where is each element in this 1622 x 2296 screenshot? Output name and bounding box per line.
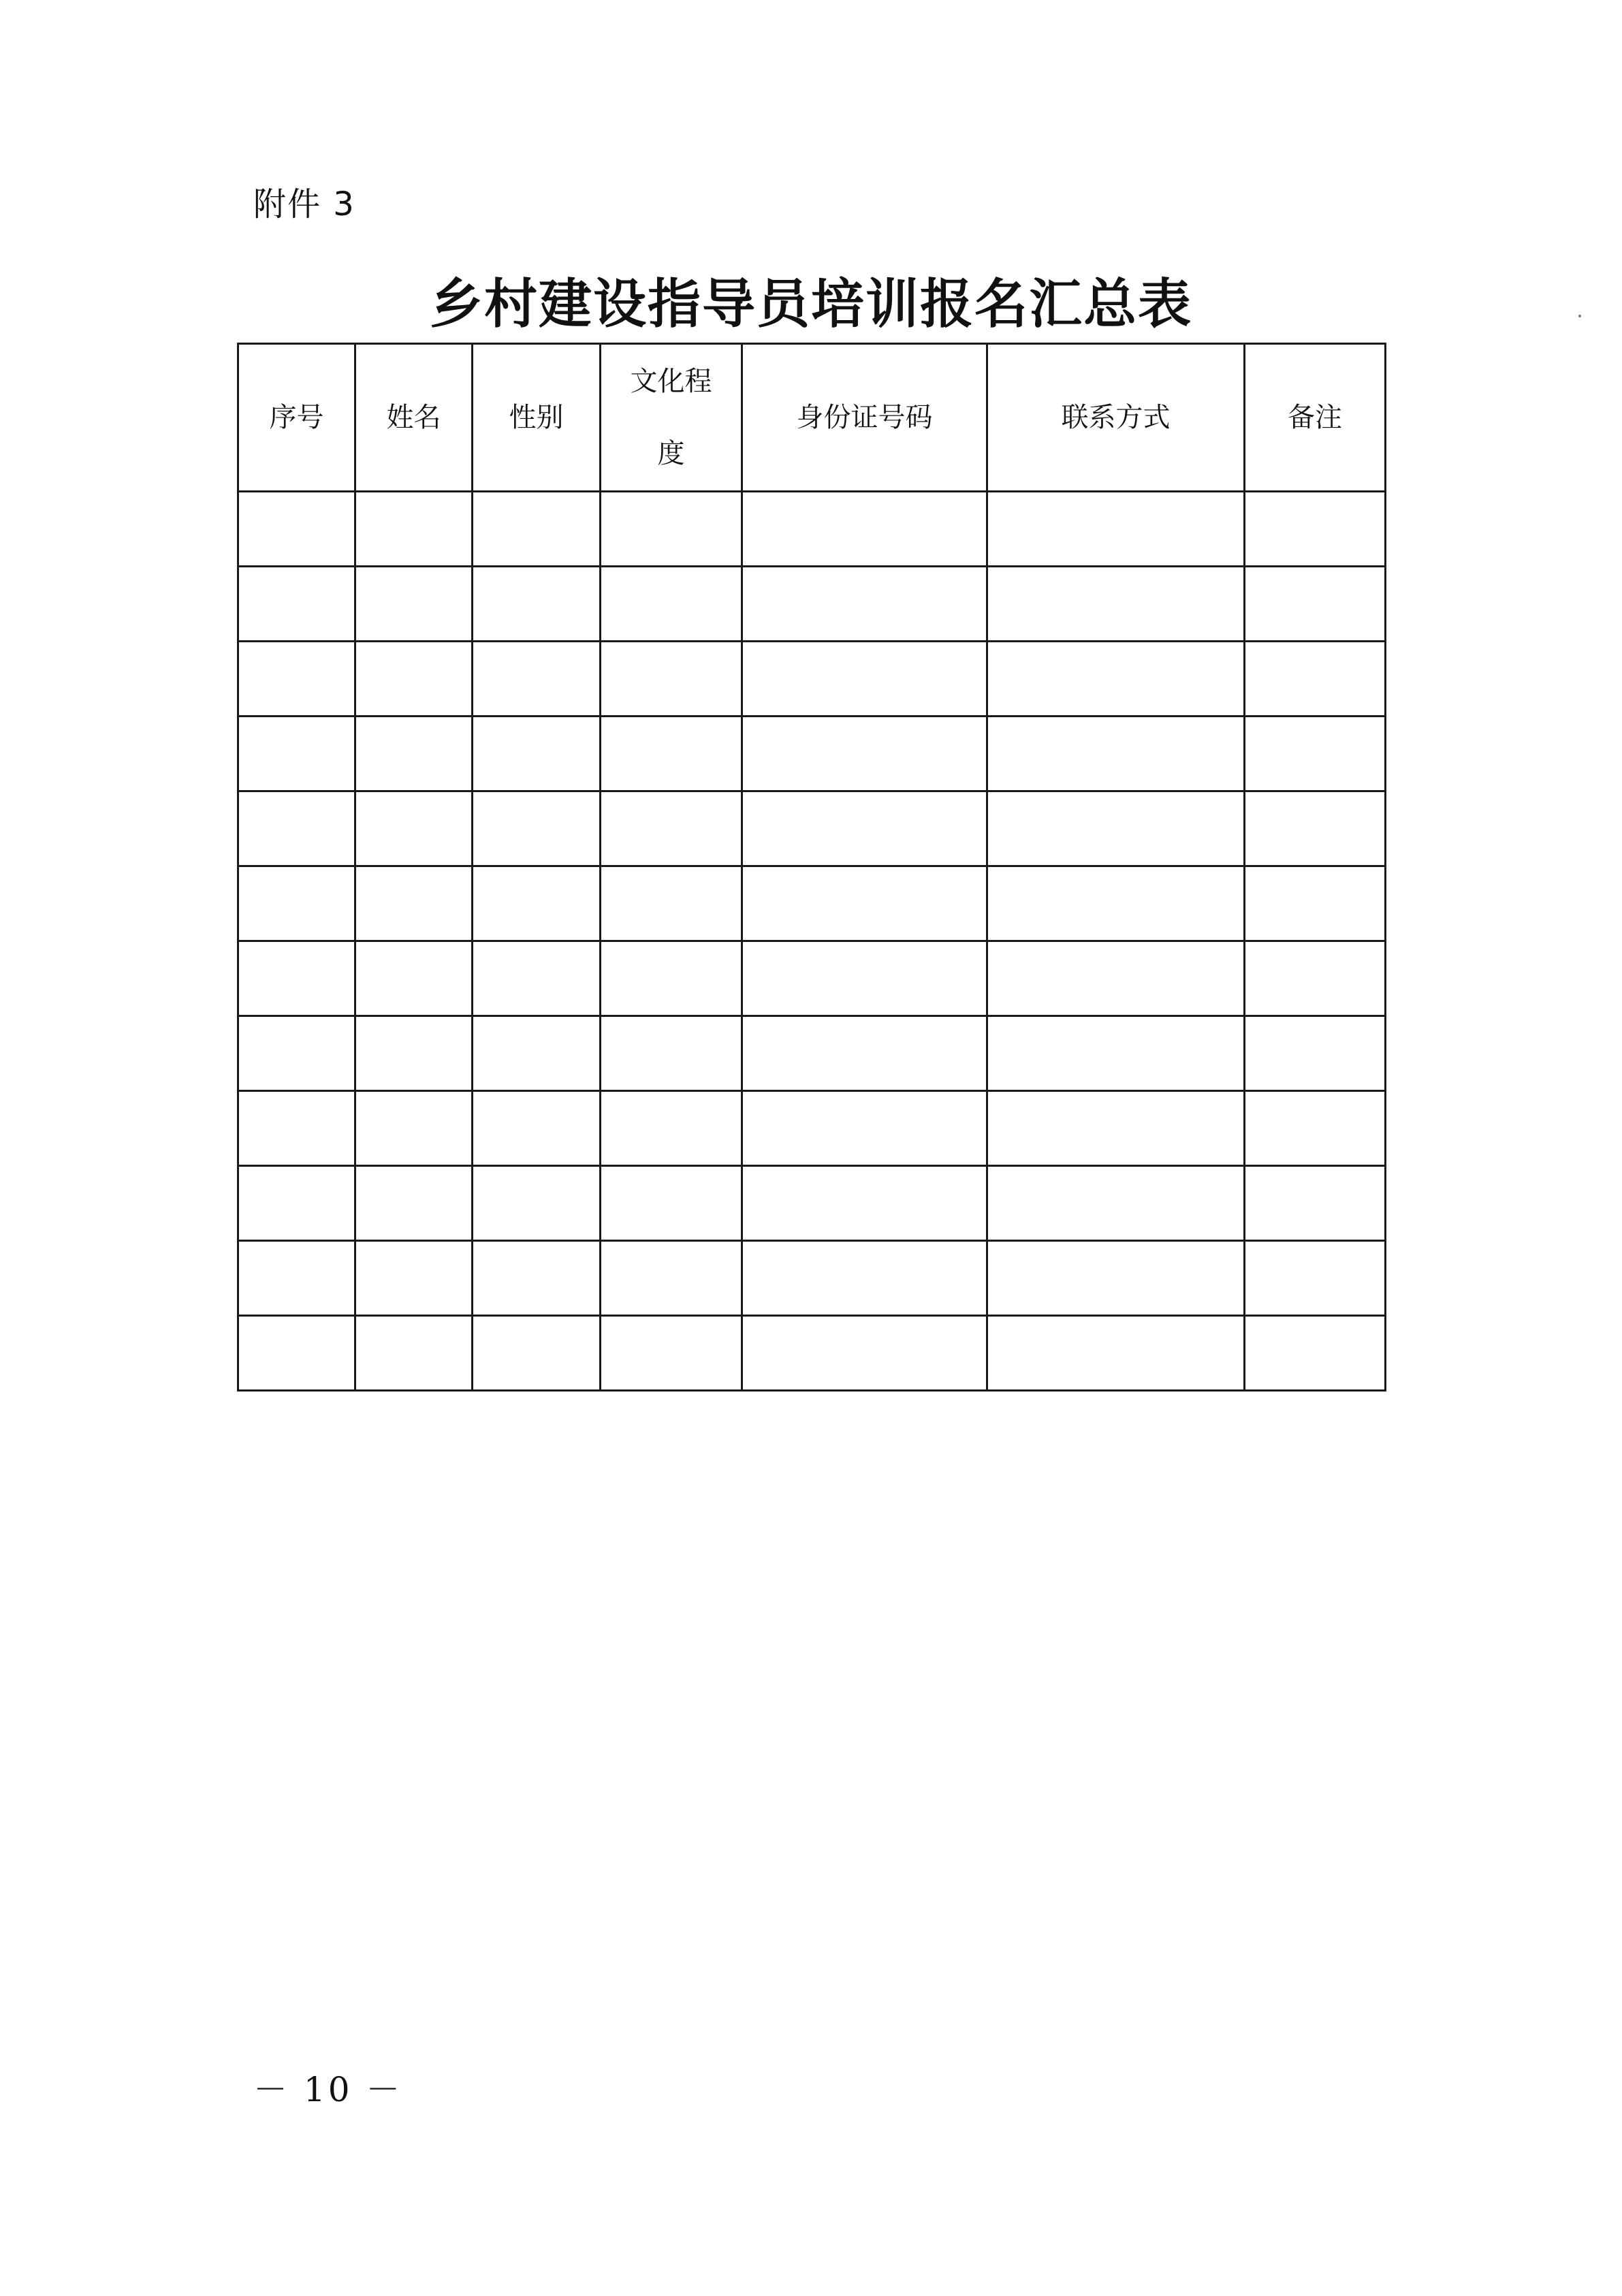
blank-entry-cell[interactable] [987,1016,1245,1091]
blank-entry-cell[interactable] [473,1091,601,1166]
blank-entry-cell[interactable] [1245,567,1386,642]
blank-entry-cell[interactable] [601,941,742,1016]
blank-entry-cell[interactable] [355,941,473,1016]
table-row [238,1316,1386,1391]
blank-entry-cell[interactable] [238,642,355,717]
blank-entry-cell[interactable] [355,642,473,717]
blank-entry-cell[interactable] [238,1241,355,1316]
blank-entry-cell[interactable] [1245,1016,1386,1091]
blank-entry-cell[interactable] [1245,1316,1386,1391]
blank-entry-cell[interactable] [601,567,742,642]
blank-entry-cell[interactable] [355,567,473,642]
blank-entry-cell[interactable] [742,1316,987,1391]
table-row [238,717,1386,791]
blank-entry-cell[interactable] [355,717,473,791]
document-title: 乡村建设指导员培训报名汇总表 [429,273,1192,335]
blank-entry-cell[interactable] [601,1241,742,1316]
blank-entry-cell[interactable] [355,492,473,567]
column-header-serial-number: 序号 [238,344,355,492]
blank-entry-cell[interactable] [742,941,987,1016]
blank-entry-cell[interactable] [473,492,601,567]
blank-entry-cell[interactable] [601,1316,742,1391]
blank-entry-cell[interactable] [473,717,601,791]
blank-entry-cell[interactable] [742,1241,987,1316]
blank-entry-cell[interactable] [987,492,1245,567]
table-row [238,567,1386,642]
blank-entry-cell[interactable] [742,866,987,941]
column-header-gender: 性别 [473,344,601,492]
blank-entry-cell[interactable] [355,1091,473,1166]
blank-entry-cell[interactable] [742,642,987,717]
blank-entry-cell[interactable] [355,1016,473,1091]
blank-entry-cell[interactable] [1245,791,1386,866]
registration-summary-table [237,343,1386,1391]
blank-entry-cell[interactable] [238,492,355,567]
blank-entry-cell[interactable] [473,866,601,941]
page-number: － 10 － [253,2070,403,2109]
blank-entry-cell[interactable] [987,941,1245,1016]
blank-entry-cell[interactable] [987,717,1245,791]
blank-entry-cell[interactable] [355,791,473,866]
table-row [238,1166,1386,1241]
blank-entry-cell[interactable] [987,866,1245,941]
blank-entry-cell[interactable] [742,717,987,791]
blank-entry-cell[interactable] [742,1091,987,1166]
blank-entry-cell[interactable] [473,567,601,642]
blank-entry-cell[interactable] [601,1016,742,1091]
blank-entry-cell[interactable] [1245,1241,1386,1316]
blank-entry-cell[interactable] [238,866,355,941]
blank-entry-cell[interactable] [987,567,1245,642]
blank-entry-cell[interactable] [473,1166,601,1241]
blank-entry-cell[interactable] [238,1091,355,1166]
blank-entry-cell[interactable] [742,1166,987,1241]
blank-entry-cell[interactable] [987,1241,1245,1316]
blank-entry-cell[interactable] [742,567,987,642]
blank-entry-cell[interactable] [601,791,742,866]
table-row [238,642,1386,717]
blank-entry-cell[interactable] [238,1016,355,1091]
attachment-label: 附件 3 [253,185,355,223]
column-header-remarks: 备注 [1245,344,1386,492]
blank-entry-cell[interactable] [987,1166,1245,1241]
blank-entry-cell[interactable] [601,1166,742,1241]
blank-entry-cell[interactable] [601,642,742,717]
blank-entry-cell[interactable] [1245,492,1386,567]
column-header-name: 姓名 [355,344,473,492]
education-level-label: 文化程度 [630,366,712,469]
blank-entry-cell[interactable] [355,1316,473,1391]
blank-entry-cell[interactable] [238,567,355,642]
scan-speck [1578,315,1581,317]
table-row [238,1091,1386,1166]
blank-entry-cell[interactable] [473,941,601,1016]
blank-entry-cell[interactable] [355,1166,473,1241]
blank-entry-cell[interactable] [742,492,987,567]
blank-entry-cell[interactable] [1245,717,1386,791]
blank-entry-cell[interactable] [601,1091,742,1166]
column-header-id-number: 身份证号码 [742,344,987,492]
blank-entry-cell[interactable] [601,866,742,941]
blank-entry-cell[interactable] [238,1166,355,1241]
blank-entry-cell[interactable] [601,492,742,567]
blank-entry-cell[interactable] [473,1241,601,1316]
table-row [238,941,1386,1016]
blank-entry-cell[interactable] [473,1016,601,1091]
table-header-row [238,344,1386,492]
blank-entry-cell[interactable] [238,791,355,866]
blank-entry-cell[interactable] [473,791,601,866]
blank-entry-cell[interactable] [1245,642,1386,717]
blank-entry-cell[interactable] [1245,866,1386,941]
table-row [238,866,1386,941]
blank-entry-cell[interactable] [238,1316,355,1391]
blank-entry-cell[interactable] [987,1091,1245,1166]
table-row [238,791,1386,866]
blank-entry-cell[interactable] [987,1316,1245,1391]
table-row [238,492,1386,567]
blank-entry-cell[interactable] [601,717,742,791]
blank-entry-cell[interactable] [238,717,355,791]
blank-entry-cell[interactable] [473,1316,601,1391]
blank-entry-cell[interactable] [1245,1166,1386,1241]
blank-entry-cell[interactable] [473,642,601,717]
table-row [238,1016,1386,1091]
blank-entry-cell[interactable] [987,791,1245,866]
column-header-education-level [601,344,742,492]
blank-entry-cell[interactable] [355,1241,473,1316]
column-header-contact: 联系方式 [987,344,1245,492]
blank-entry-cell[interactable] [1245,1091,1386,1166]
blank-entry-cell[interactable] [742,1016,987,1091]
blank-entry-cell[interactable] [355,866,473,941]
blank-entry-cell[interactable] [742,791,987,866]
blank-entry-cell[interactable] [1245,941,1386,1016]
table-body [238,492,1386,1391]
table-row [238,1241,1386,1316]
blank-entry-cell[interactable] [238,941,355,1016]
blank-entry-cell[interactable] [987,642,1245,717]
